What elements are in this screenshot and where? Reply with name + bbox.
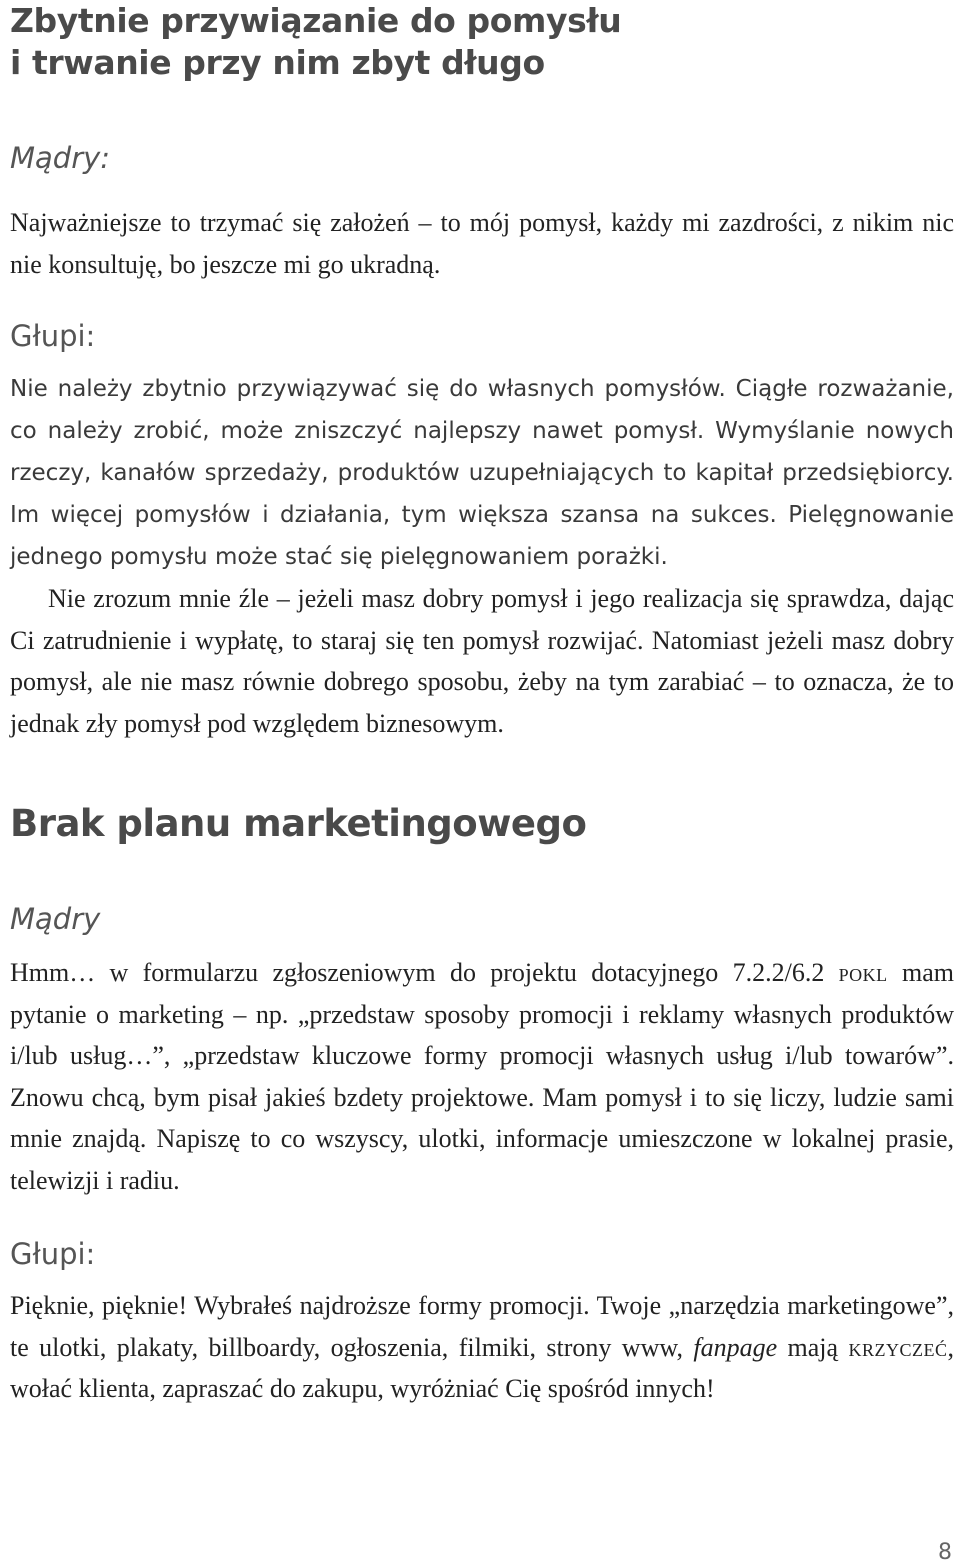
section-heading-marketing: Brak planu marketingowego [10, 802, 587, 845]
pokl-acronym: pokl [838, 958, 888, 987]
wise-speaker-label-2: Mądry [10, 902, 101, 936]
fool-speaker-label-2: Głupi: [10, 1237, 96, 1271]
wise-speaker-label: Mądry: [10, 141, 111, 175]
section-heading-overattachment [10, 0, 621, 84]
fool-text-part-c: , wołać klienta, zapraszać do zakupu, wyróżniać Cię spośród innych! [10, 1332, 954, 1403]
krzyczec-emphasis: krzyczeć [848, 1332, 948, 1362]
fool-paragraph: Nie należy zbytnio przywiązywać się do własnych pomysłów. Ciągłe rozważanie, co należy zrobić, może zniszczyć najlepszy nawet pomysł. Wymyślanie nowych rzeczy, kanałów sprzedaży, produktów uzupełniających to kapitał przedsiębiorcy. Im więcej pomysłów i działania, tym większa szansa na sukces. Pielęgnowanie jednego pomysłu może stać się pielęgnowaniem porażki. [10, 376, 954, 570]
fool-paragraph-continued: Nie zrozum mnie źle – jeżeli masz dobry pomysł i jego realizacja się sprawdza, dając Ci zatrudnienie i wypłatę, to staraj się ten pomysł rozwijać. Natomiast jeżeli masz dobry pomysł, ale nie masz równie dobrego sposobu, żeby na tym zarabiać – to oznacza, że to jednak zły pomysł pod względem biznesowym. [10, 584, 954, 738]
wise-paragraph: Najważniejsze to trzymać się założeń – to mój pomysł, każdy mi zazdrości, z nikim nic nie konsultuję, bo jeszcze mi go ukradną. [10, 208, 954, 279]
fool-speaker-label: Głupi: [10, 319, 96, 353]
wise-text-part-a: Hmm… w formularzu zgłoszeniowym do projektu dotacyjnego 7.2.2/6.2 [10, 958, 839, 987]
fanpage-term: fanpage [693, 1332, 778, 1362]
fool-text-part-a: Pięknie, pięknie! Wybrałeś najdroższe formy promocji. Twoje „narzędzia marketingowe”, te ulotki, plakaty, billboardy, ogłoszenia, filmiki, strony www, [10, 1291, 954, 1362]
heading-line-1: Zbytnie przywiązanie do pomysłu [10, 1, 622, 40]
wise-text-part-b: mam pytanie o marketing – np. „przedstaw sposoby promocji i reklamy własnych produktów i/lub usług…”, „przedstaw kluczowe formy promocji własnych usług i/lub towarów”. Znowu chcą, bym pisał jakieś bzdety projektowe. Mam pomysł i to się liczy, ludzie sami mnie znajdą. Napiszę to co wszyscy, ulotki, informacje umieszczone w lokalnej prasie, telewizji i radiu. [10, 958, 954, 1195]
page-number: 8 [938, 1540, 952, 1565]
fool-paragraph-2 [10, 1285, 954, 1410]
heading-line-2: i trwanie przy nim zbyt długo [10, 43, 545, 82]
wise-paragraph-2 [10, 952, 954, 1201]
fool-text-part-b: mają [777, 1332, 849, 1362]
